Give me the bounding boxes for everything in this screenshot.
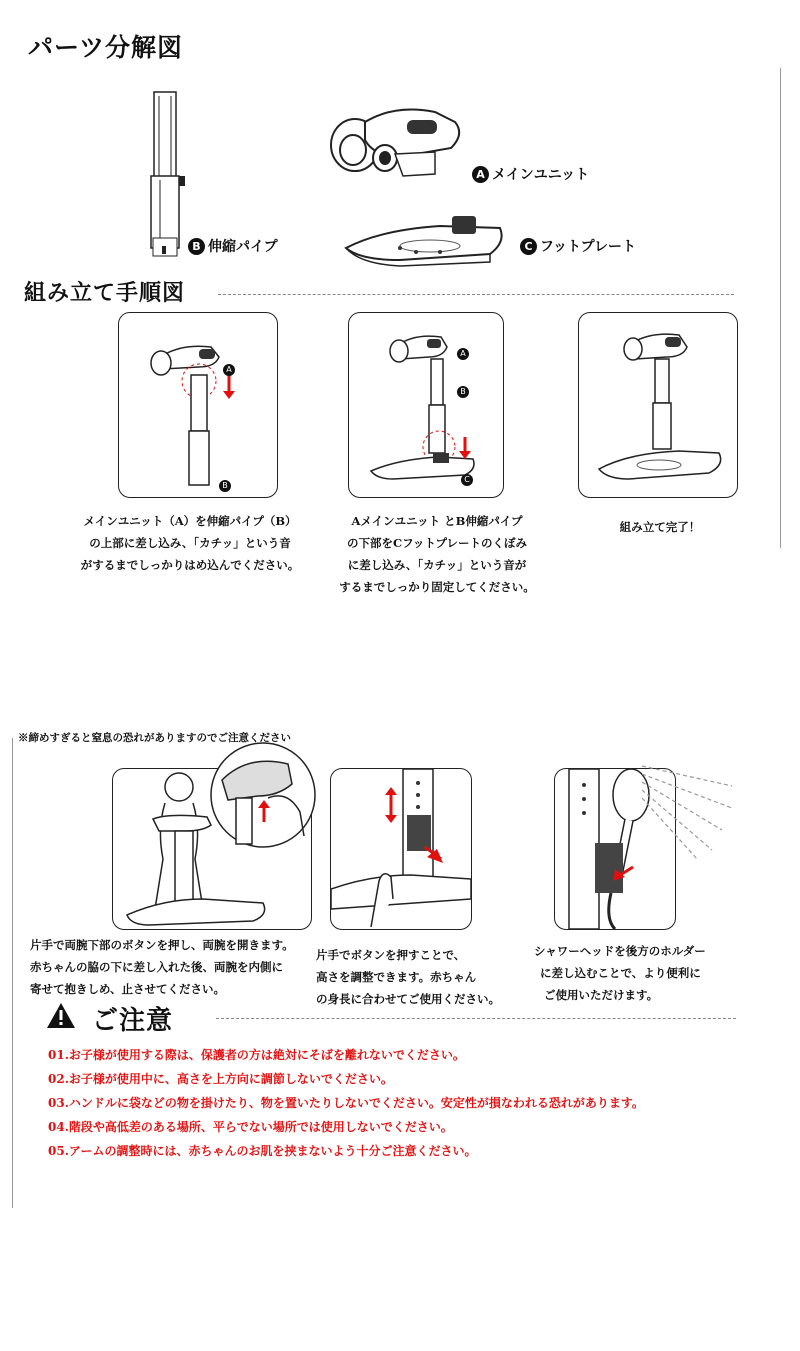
caution-item-2: 02.お子様が使用中に、高さを上方向に調節しないでください。: [48, 1072, 393, 1086]
assembly-step-3-panel: [578, 312, 738, 498]
assembly-step-2-illustration: [349, 313, 503, 497]
usage-step-2-caption: 片手でボタンを押すことで、 高さを調整できます。赤ちゃん の身長に合わせてご使用ください。: [316, 948, 500, 1006]
assembly-step-1-caption: メインユニット（A）を伸縮パイプ（B） の上部に差し込み、「カチッ」という音 がするまでしっかりはめ込んでください。: [80, 514, 300, 572]
assembly-step-2-caption: Aメインユニット とB伸縮パイプ の下部をCフットプレートのくぼみ に差し込み、「カチッ」という音が するまでしっかり固定してください。: [339, 514, 535, 594]
usage-step-2-panel: [330, 768, 472, 930]
water-spray-lines: [642, 756, 742, 866]
marker-b-step2: B: [457, 386, 469, 398]
assembly-title: 組み立て手順図: [24, 280, 186, 306]
warning-note: ※締めすぎると窒息の恐れがありますのでご注意ください: [18, 732, 291, 744]
usage-step-1-caption: 片手で両腕下部のボタンを押し、両腕を開きます。 赤ちゃんの脇の下に差し入れた後、両腕を内側に 寄せて抱きしめ、止させてください。: [30, 938, 294, 996]
assembly-step-2-panel: [348, 312, 504, 498]
left-edge-rule: [12, 738, 13, 1208]
part-b-name: 伸縮パイプ: [208, 239, 278, 255]
right-edge-rule: [780, 68, 781, 548]
main-unit-illustration: [325, 100, 475, 182]
usage-step-2-illustration: [331, 769, 471, 929]
usage-step-1-zoom-circle: [208, 740, 318, 850]
part-label-a: [472, 164, 589, 184]
assembly-step-1-illustration: [119, 313, 277, 497]
marker-a: A: [223, 364, 235, 376]
part-label-b: [188, 236, 278, 256]
assembly-step-1-panel: [118, 312, 278, 498]
parts-title: パーツ分解図: [28, 33, 184, 62]
warning-triangle-icon: [46, 1002, 76, 1029]
foot-plate-illustration: [340, 212, 510, 270]
letter-a-badge: A: [472, 166, 489, 183]
marker-b: B: [219, 480, 231, 492]
assembly-step-3-illustration: [579, 313, 737, 497]
part-a-name: メインユニット: [492, 167, 590, 183]
caution-title: ご注意: [92, 1006, 174, 1036]
caution-item-5: 05.アームの調整時には、赤ちゃんのお肌を挟まないよう十分ご注意ください。: [48, 1144, 477, 1158]
assembly-step-3-caption: 組み立て完了！: [619, 520, 701, 534]
part-c-name: フットプレート: [540, 239, 637, 255]
part-label-c: [520, 236, 636, 256]
usage-step-3-caption: シャワーヘッドを後方のホルダー に差し込むことで、より便利に ご使用いただけます。: [534, 944, 706, 1002]
letter-c-badge: C: [520, 238, 537, 255]
caution-item-1: 01.お子様が使用する際は、保護者の方は絶対にそばを離れないでください。: [48, 1048, 465, 1062]
caution-title-divider: [216, 1018, 736, 1019]
assembly-title-divider: [218, 294, 734, 295]
caution-item-3: 03.ハンドルに袋などの物を掛けたり、物を置いたりしないでください。安定性が損なわれる恐れがあります。: [48, 1096, 644, 1110]
marker-c-step2: C: [461, 474, 473, 486]
caution-item-4: 04.階段や高低差のある場所、平らでない場所では使用しないでください。: [48, 1120, 453, 1134]
letter-b-badge: B: [188, 238, 205, 255]
marker-a-step2: A: [457, 348, 469, 360]
